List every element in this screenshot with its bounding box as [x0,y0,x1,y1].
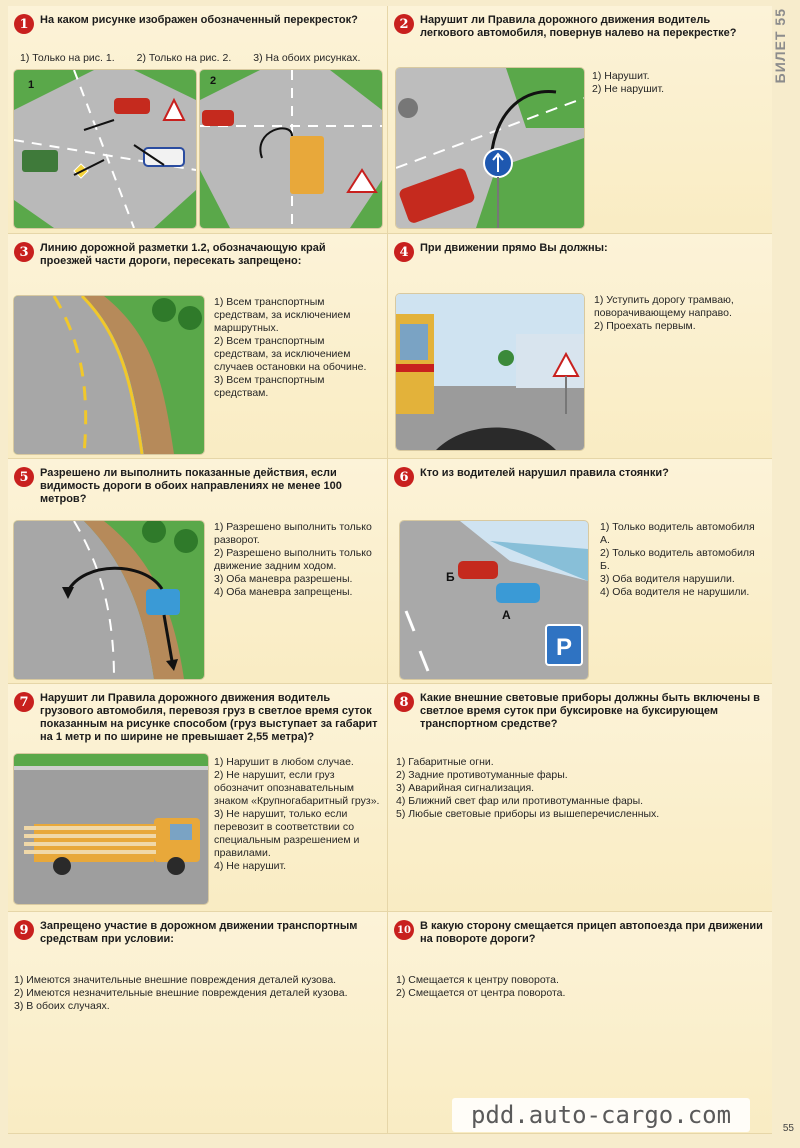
watermark: pdd.auto-cargo.com [452,1098,750,1132]
question-text: Нарушит ли Правила дорожного движения водитель легкового автомобиля, повернув налево на перекрестке? [420,14,737,39]
question-header [394,920,764,946]
truck-cargo-figure [14,754,208,904]
question-text: Линию дорожной разметки 1.2, обозначающую край проезжей части дороги, пересекать запрещено: [40,242,326,267]
question-header [14,242,379,268]
question-header [14,467,379,506]
question-number: 3 [14,242,34,262]
maneuver-figure [14,521,204,679]
question-header [394,242,764,262]
parking-figure [400,521,588,679]
question-number: 7 [14,692,34,712]
question-9 [8,912,388,1134]
answer-option[interactable]: 2) Только на рис. 2. [136,52,232,64]
question-number: 5 [14,467,34,487]
answer-option[interactable]: 3) В обоих случаях. [14,1000,110,1012]
ticket-page [8,6,772,1134]
figure-label: А [502,608,511,622]
answer-list [14,974,382,1013]
answer-option[interactable]: 2) Смещается от центра поворота. [396,987,566,999]
parking-sign-letter: P [555,634,573,661]
figure-label: 1 [28,79,35,91]
answer-option[interactable]: 3) На обоих рисунках. [253,52,361,64]
answer-option[interactable]: 2) Проехать первым. [594,320,696,332]
answer-option[interactable]: 1) Разрешено выполнить только разворот. [214,521,372,546]
answer-list [396,756,756,821]
question-header [394,467,764,487]
answer-option[interactable]: 1) Нарушит в любом случае. [214,756,354,768]
road-marking-figure [14,296,204,454]
answer-option[interactable]: 2) Разрешено выполнить только движение задним ходом. [214,547,372,572]
question-header [14,920,379,946]
question-number: 2 [394,14,414,34]
answer-option[interactable]: 3) Оба маневра разрешены. [214,573,353,585]
answer-list [20,52,360,65]
question-text: Нарушит ли Правила дорожного движения водитель грузового автомобиля, перевозя груз в светлое время суток показанным на рисунке способом (груз выступает за габарит на 1 метр и по ширине не превышает 2,55 метра)? [40,692,378,743]
figure-label: 2 [210,75,217,87]
questions-grid [8,6,772,1134]
left-turn-figure [396,68,584,228]
question-4 [388,234,772,459]
answer-option[interactable]: 1) Нарушит. [592,70,650,82]
answer-option[interactable]: 1) Всем транспортным средствам, за исключением маршрутных. [214,296,351,334]
answer-option[interactable]: 1) Только водитель автомобиля А. [600,521,755,546]
answer-option[interactable]: 4) Не нарушит. [214,860,287,872]
answer-list [214,756,380,873]
question-header [394,14,738,40]
answer-option[interactable]: 3) Аварийная сигнализация. [396,782,535,794]
answer-option[interactable]: 2) Не нарушит, если груз обозначит опознавательным знаком «Крупногабаритный груз». [214,769,380,807]
answer-option[interactable]: 2) Не нарушит. [592,83,665,95]
answer-option[interactable]: 4) Оба маневра запрещены. [214,586,353,598]
question-2 [388,6,772,234]
answer-list [214,296,378,400]
answer-option[interactable]: 2) Только водитель автомобиля Б. [600,547,755,572]
question-text: Кто из водителей нарушил правила стоянки? [420,467,669,479]
question-5 [8,459,388,684]
answer-list [600,521,760,599]
question-number: 4 [394,242,414,262]
question-3 [8,234,388,459]
intersection-figure-2 [200,70,382,228]
question-number: 1 [14,14,34,34]
answer-option[interactable]: 1) Только на рис. 1. [20,52,115,64]
answer-option[interactable]: 5) Любые световые приборы из вышеперечисленных. [396,808,660,820]
question-number: 10 [394,920,414,940]
answer-option[interactable]: 2) Задние противотуманные фары. [396,769,568,781]
answer-option[interactable]: 3) Не нарушит, только если перевозит в соответствии со специальным разрешением и правилами. [214,808,360,859]
answer-option[interactable]: 1) Имеются значительные внешние повреждения деталей кузова. [14,974,337,986]
question-text: При движении прямо Вы должны: [420,242,608,254]
intersection-figure-1 [14,70,196,228]
answer-option[interactable]: 3) Оба водителя нарушили. [600,573,735,585]
answer-list [594,294,760,333]
question-header [14,692,379,744]
question-number: 9 [14,920,34,940]
question-number: 6 [394,467,414,487]
ticket-label: БИЛЕТ 55 [772,8,788,84]
answer-option[interactable]: 2) Имеются незначительные внешние повреждения деталей кузова. [14,987,348,999]
answer-option[interactable]: 1) Уступить дорогу трамваю, поворачивающему направо. [594,294,734,319]
question-8 [388,684,772,912]
answer-option[interactable]: 4) Ближний свет фар или противотуманные фары. [396,795,644,807]
question-header [14,14,379,34]
answer-list [214,521,380,599]
question-text: Какие внешние световые приборы должны быть включены в светлое время суток при буксировке на буксирующем транспортном средстве? [420,692,760,730]
question-text: Разрешено ли выполнить показанные действия, если видимость дороги в обоих направлениях не менее 100 метров? [40,467,342,505]
answer-option[interactable]: 1) Смещается к центру поворота. [396,974,559,986]
question-6 [388,459,772,684]
answer-option[interactable]: 4) Оба водителя не нарушили. [600,586,750,598]
answer-list [396,974,756,1000]
question-header [394,692,764,731]
figure-label: Б [446,570,455,584]
answer-option[interactable]: 2) Всем транспортным средствам, за исключением случаев остановки на обочине. [214,335,367,373]
answer-option[interactable]: 3) Всем транспортным средствам. [214,374,325,399]
page-number: 55 [782,1123,794,1134]
question-text: В какую сторону смещается прицеп автопоезда при движении на повороте дороги? [420,920,763,945]
question-text: Запрещено участие в дорожном движении транспортным средствам при условии: [40,920,358,945]
answer-list [592,70,742,96]
tram-figure [396,294,584,450]
question-text: На каком рисунке изображен обозначенный перекресток? [40,14,358,26]
question-7 [8,684,388,912]
question-number: 8 [394,692,414,712]
answer-option[interactable]: 1) Габаритные огни. [396,756,494,768]
question-1 [8,6,388,234]
